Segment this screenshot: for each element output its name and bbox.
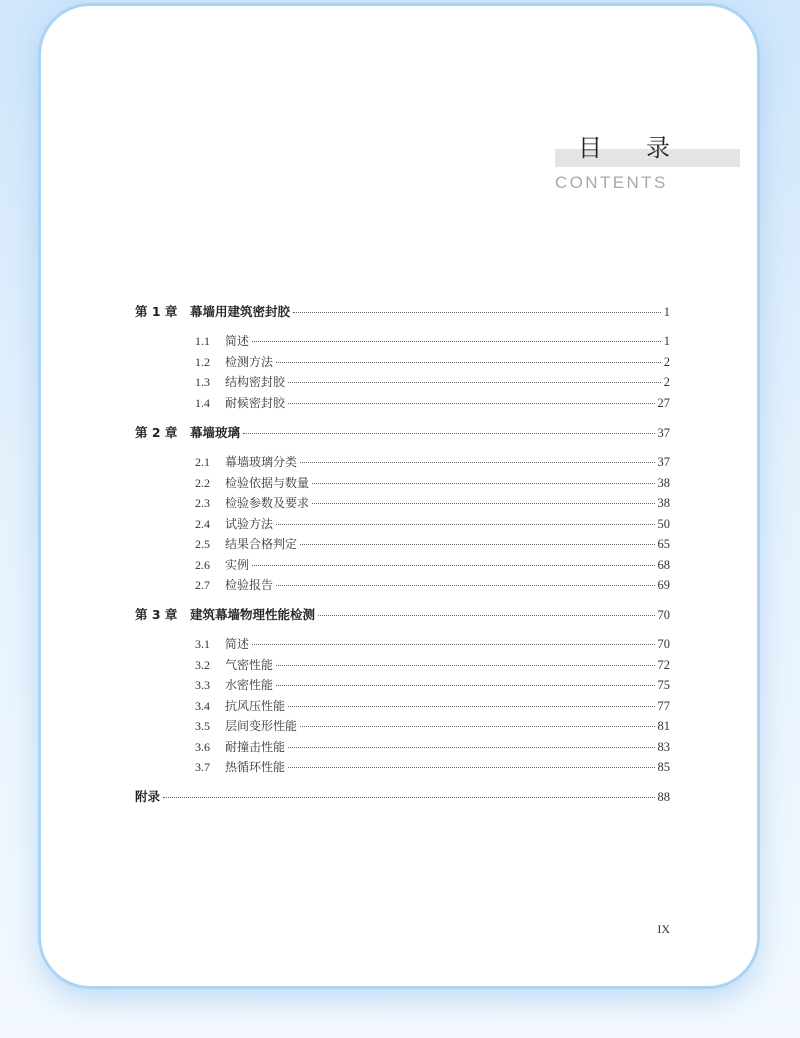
chapter-number: 第 2 章 [135,425,178,440]
chapter-title: 建筑幕墙物理性能检测 [190,607,316,622]
dot-leader [312,482,654,484]
dot-leader [293,311,661,313]
section-title: 简述 [225,637,250,651]
section-number: 2.6 [195,558,210,572]
folio-page-number: IX [657,922,670,936]
dot-leader [252,340,661,342]
toc-chapter[interactable] [135,304,670,320]
dot-leader [288,766,654,768]
section-title: 层间变形性能 [225,719,298,733]
toc-section[interactable] [195,557,670,573]
page-number: 38 [657,496,670,510]
dot-leader [276,584,654,586]
dot-leader [243,432,654,434]
toc-section[interactable] [195,739,670,755]
page-title [578,133,670,163]
section-number: 3.7 [195,760,210,774]
section-number: 2.4 [195,517,210,531]
section-title: 结构密封胶 [225,375,286,389]
page-number: 2 [663,375,670,389]
section-title: 结果合格判定 [225,537,298,551]
toc-section[interactable] [195,657,670,673]
toc-section[interactable] [195,698,670,714]
section-title: 实例 [225,558,250,572]
toc-section[interactable] [195,354,670,370]
dot-leader [288,705,654,707]
toc-section[interactable] [195,577,670,593]
page-number: 37 [657,426,670,440]
section-title: 耐候密封胶 [225,396,286,410]
toc-section[interactable] [195,516,670,532]
toc-section[interactable] [195,454,670,470]
section-number: 2.2 [195,476,210,490]
section-number: 3.5 [195,719,210,733]
dot-leader [276,523,654,525]
dot-leader [252,564,654,566]
section-title: 气密性能 [225,658,274,672]
section-number: 3.4 [195,699,210,713]
toc-section[interactable] [195,395,670,411]
chapter-title: 幕墙用建筑密封胶 [190,304,291,319]
section-number: 3.3 [195,678,210,692]
dot-leader [163,796,654,798]
section-number: 2.5 [195,537,210,551]
page-number: 70 [657,637,670,651]
page-number: 38 [657,476,670,490]
page-number: 75 [657,678,670,692]
section-number: 3.6 [195,740,210,754]
section-number: 1.2 [195,355,210,369]
page-number: 88 [657,790,670,804]
page-number: 85 [657,760,670,774]
dot-leader [276,684,654,686]
section-title: 水密性能 [225,678,274,692]
section-title: 检验报告 [225,578,274,592]
dot-leader [312,502,654,504]
section-title: 幕墙玻璃分类 [225,455,298,469]
page-number: 70 [657,608,670,622]
page-number: 1 [663,305,670,319]
chapter-number: 第 1 章 [135,304,178,319]
chapter-title: 幕墙玻璃 [190,425,241,440]
toc-section[interactable] [195,636,670,652]
toc-section[interactable] [195,374,670,390]
section-title: 检验参数及要求 [225,496,310,510]
dot-leader [288,746,654,748]
section-number: 2.7 [195,578,210,592]
page-number: 37 [657,455,670,469]
section-number: 1.3 [195,375,210,389]
section-title: 简述 [225,334,250,348]
page-number: 69 [657,578,670,592]
toc-section[interactable] [195,718,670,734]
dot-leader [276,361,661,363]
page-number: 27 [657,396,670,410]
title-char: 目 [578,134,602,162]
page-number: 72 [657,658,670,672]
toc-section[interactable] [195,495,670,511]
toc-chapter[interactable] [135,425,670,441]
page-number: 1 [663,334,670,348]
toc-section[interactable] [195,536,670,552]
section-number: 3.2 [195,658,210,672]
page-number: 83 [657,740,670,754]
section-title: 抗风压性能 [225,699,286,713]
section-title: 耐撞击性能 [225,740,286,754]
page-number: 2 [663,355,670,369]
appendix-title: 附录 [135,789,161,804]
section-number: 3.1 [195,637,210,651]
dot-leader [300,543,654,545]
title-char: 录 [646,134,670,162]
dot-leader [252,643,654,645]
dot-leader [288,402,654,404]
dot-leader [276,664,654,666]
section-number: 1.4 [195,396,210,410]
page-number: 77 [657,699,670,713]
toc-section[interactable] [195,677,670,693]
page-number: 65 [657,537,670,551]
section-title: 热循环性能 [225,760,286,774]
section-number: 1.1 [195,334,210,348]
section-title: 检测方法 [225,355,274,369]
page-number: 81 [657,719,670,733]
section-number: 2.1 [195,455,210,469]
section-title: 检验依据与数量 [225,476,310,490]
chapter-number: 第 3 章 [135,607,178,622]
toc-appendix[interactable] [135,789,670,805]
dot-leader [300,461,654,463]
page-subtitle: CONTENTS [555,173,668,192]
dot-leader [288,381,661,383]
toc-section[interactable] [195,759,670,775]
dot-leader [318,614,654,616]
section-title: 试验方法 [225,517,274,531]
section-number: 2.3 [195,496,210,510]
page-number: 68 [657,558,670,572]
dot-leader [300,725,654,727]
toc-section[interactable] [195,333,670,349]
toc-chapter[interactable] [135,607,670,623]
toc-section[interactable] [195,475,670,491]
page-number: 50 [657,517,670,531]
